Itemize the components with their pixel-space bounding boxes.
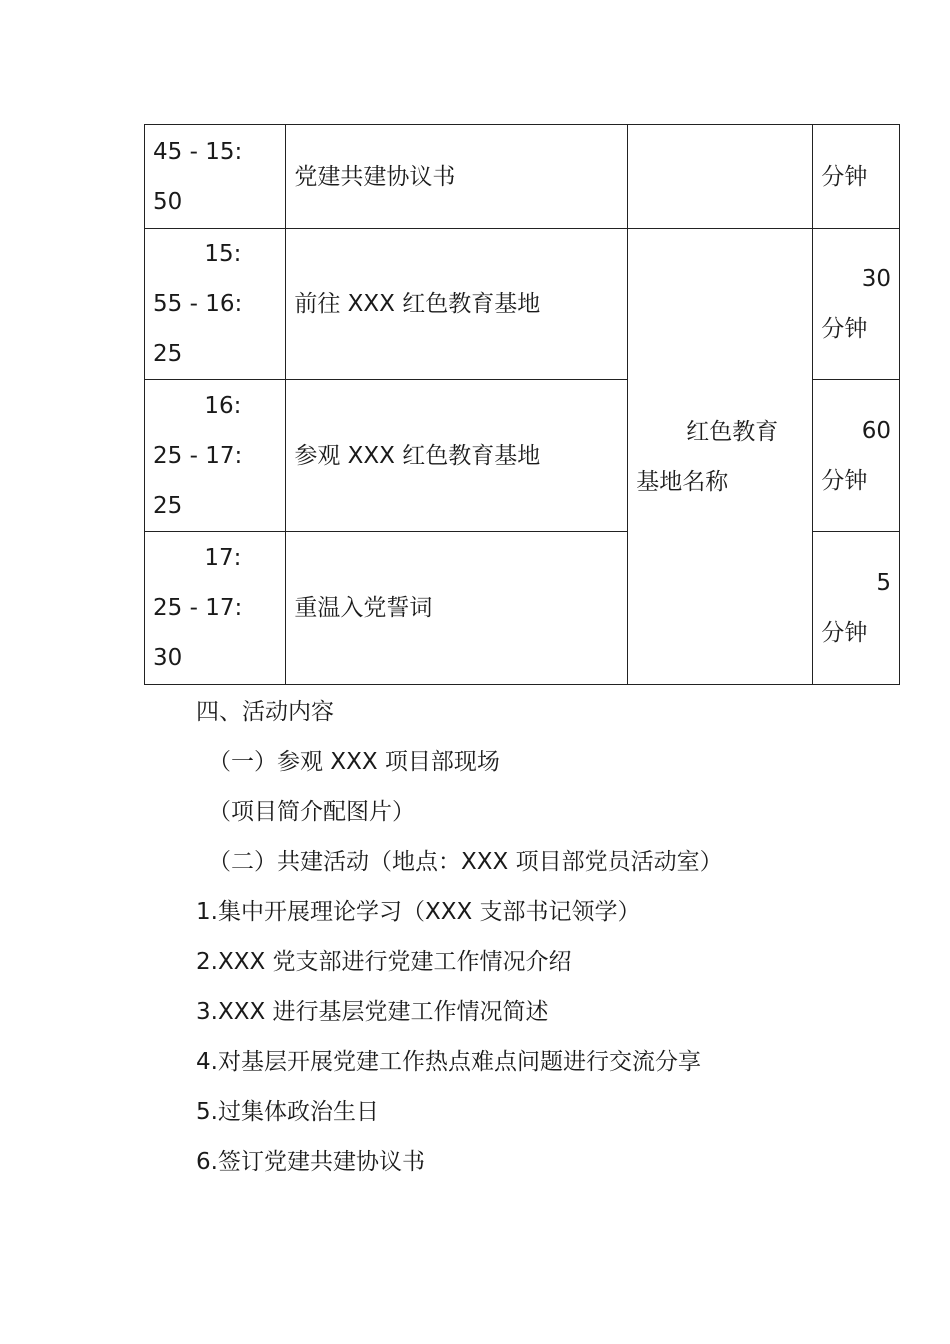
time-line: 25 xyxy=(153,492,183,519)
time-line: 45 - 15: xyxy=(153,138,243,165)
duration-cell xyxy=(813,380,900,532)
time-line: 55 - 16: xyxy=(153,291,243,317)
content-line: 5.过集体政治生日 xyxy=(196,1099,379,1125)
time-cell xyxy=(145,380,286,532)
content-line: （项目简介配图片） xyxy=(208,799,415,825)
schedule-table xyxy=(144,124,900,685)
location-cell xyxy=(628,125,813,229)
activity-text: 前往 XXX 红色教育基地 xyxy=(294,291,541,317)
duration-cell xyxy=(813,229,900,380)
duration-cell xyxy=(813,125,900,229)
merged-location-cell xyxy=(628,229,813,685)
duration-value: 60 xyxy=(861,417,891,444)
activity-content xyxy=(196,687,723,1187)
content-line: 1.集中开展理论学习（XXX 支部书记领学） xyxy=(196,899,641,925)
time-line: 25 - 17: xyxy=(153,595,243,621)
section-title: 四、活动内容 xyxy=(196,699,334,725)
content-line: （一）参观 XXX 项目部现场 xyxy=(208,749,500,775)
time-cell xyxy=(145,229,286,380)
time-line: 25 xyxy=(153,341,183,367)
time-cell xyxy=(145,125,286,229)
duration-unit: 分钟 xyxy=(821,620,868,646)
time-line: 15: xyxy=(204,241,242,267)
time-line: 50 xyxy=(153,188,183,215)
time-line: 30 xyxy=(153,645,183,671)
time-line: 16: xyxy=(204,392,242,419)
content-line: 6.签订党建共建协议书 xyxy=(196,1149,425,1175)
activity-cell xyxy=(286,125,628,229)
time-line: 25 - 17: xyxy=(153,442,243,469)
location-line: 基地名称 xyxy=(636,468,729,495)
activity-cell xyxy=(286,380,628,532)
content-line: 4.对基层开展党建工作热点难点问题进行交流分享 xyxy=(196,1049,701,1075)
duration-unit: 分钟 xyxy=(821,163,868,190)
table-row xyxy=(145,229,900,380)
activity-cell xyxy=(286,532,628,685)
activity-text: 党建共建协议书 xyxy=(294,163,456,190)
time-cell xyxy=(145,532,286,685)
duration-cell xyxy=(813,532,900,685)
activity-cell xyxy=(286,229,628,380)
duration-unit: 分钟 xyxy=(821,467,868,494)
content-line: 3.XXX 进行基层党建工作情况简述 xyxy=(196,999,549,1025)
activity-text: 重温入党誓词 xyxy=(294,595,433,621)
duration-unit: 分钟 xyxy=(821,316,868,342)
activity-text: 参观 XXX 红色教育基地 xyxy=(294,442,541,469)
table-row xyxy=(145,125,900,229)
location-line: 红色教育 xyxy=(686,418,779,445)
content-line: 2.XXX 党支部进行党建工作情况介绍 xyxy=(196,949,572,975)
duration-value: 5 xyxy=(876,570,891,596)
time-line: 17: xyxy=(204,545,242,571)
duration-value: 30 xyxy=(861,266,891,292)
content-line: （二）共建活动（地点：XXX 项目部党员活动室） xyxy=(208,849,723,875)
